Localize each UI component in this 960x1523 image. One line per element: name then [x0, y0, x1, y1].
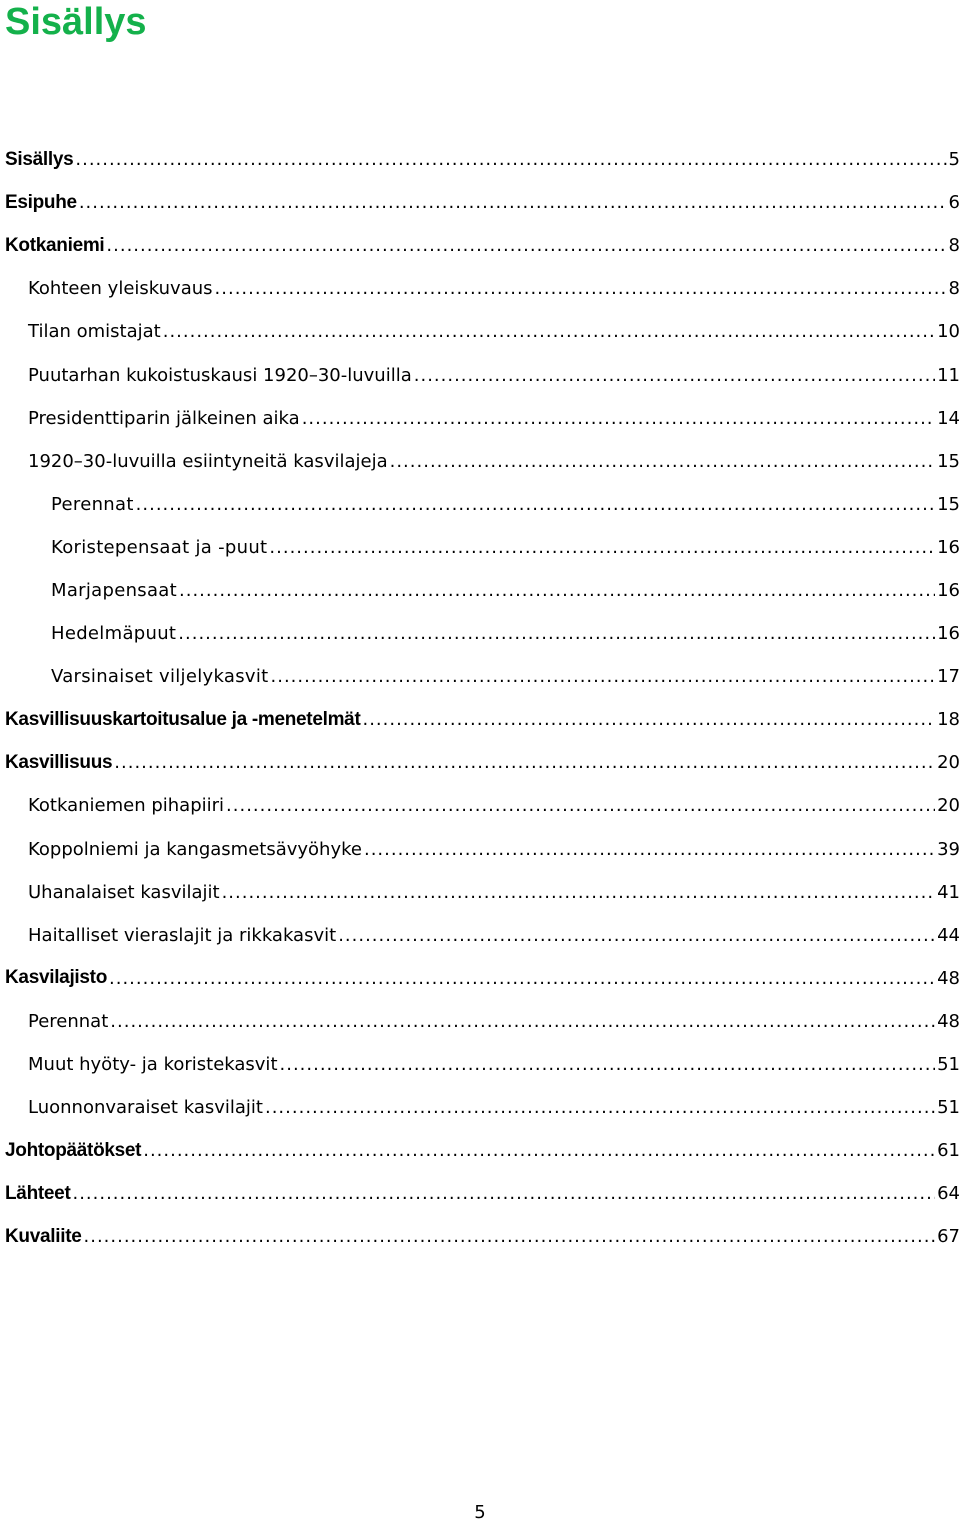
toc-entry-page[interactable]: 18 — [937, 709, 960, 731]
toc-entry-page[interactable]: 6 — [948, 192, 960, 214]
toc-dot-leader — [84, 1226, 936, 1247]
toc-entry-page[interactable]: 8 — [948, 235, 960, 257]
toc-entry-page[interactable]: 16 — [937, 579, 960, 601]
toc-entry-title[interactable]: Kotkaniemi — [5, 234, 105, 256]
toc-entry[interactable] — [5, 569, 960, 612]
toc-dot-leader — [110, 1011, 935, 1032]
toc-entry-page[interactable]: 41 — [937, 881, 960, 903]
toc-entry-title[interactable]: Varsinaiset viljelykasvit — [51, 666, 269, 688]
toc-entry[interactable] — [5, 440, 960, 483]
toc-entry-page[interactable]: 67 — [937, 1226, 960, 1248]
toc-entry[interactable] — [5, 1043, 960, 1086]
toc-dot-leader — [215, 278, 947, 299]
toc-entry[interactable] — [5, 612, 960, 655]
toc-entry[interactable] — [5, 914, 960, 957]
toc-dot-leader — [280, 1054, 936, 1075]
toc-entry-page[interactable]: 16 — [937, 536, 960, 558]
page-title: Sisällys — [5, 1, 147, 43]
toc-dot-leader — [143, 1140, 935, 1161]
toc-entry-title[interactable]: Perennat — [51, 493, 134, 515]
toc-entry-title[interactable]: Presidenttiparin jälkeinen aika — [28, 407, 300, 429]
toc-entry[interactable] — [5, 655, 960, 698]
toc-entry[interactable] — [5, 1129, 960, 1172]
toc-entry-page[interactable]: 61 — [937, 1140, 960, 1162]
toc-dot-leader — [338, 925, 935, 946]
toc-dot-leader — [79, 192, 947, 213]
toc-entry-title[interactable]: Perennat — [28, 1010, 109, 1032]
toc-dot-leader — [362, 709, 935, 730]
toc-entry-title[interactable]: Esipuhe — [5, 191, 77, 213]
toc-dot-leader — [114, 752, 935, 773]
toc-dot-leader — [106, 235, 946, 256]
toc-entry[interactable] — [5, 828, 960, 871]
toc-dot-leader — [226, 795, 935, 816]
toc-entry-page[interactable]: 15 — [937, 450, 960, 472]
toc-dot-leader — [163, 321, 935, 342]
toc-entry-page[interactable]: 15 — [937, 493, 960, 515]
toc-entry-page[interactable]: 48 — [937, 1010, 960, 1032]
toc-dot-leader — [75, 149, 946, 170]
toc-entry[interactable] — [5, 741, 960, 784]
toc-dot-leader — [136, 494, 935, 515]
toc-entry[interactable] — [5, 1086, 960, 1129]
toc-entry-title[interactable]: Uhanalaiset kasvilajit — [28, 881, 220, 903]
toc-entry-page[interactable]: 48 — [937, 967, 960, 989]
table-of-contents — [5, 138, 960, 1258]
toc-entry-title[interactable]: Kohteen yleiskuvaus — [28, 278, 213, 300]
toc-dot-leader — [72, 1183, 935, 1204]
toc-entry[interactable] — [5, 784, 960, 827]
toc-entry-page[interactable]: 64 — [937, 1183, 960, 1205]
toc-entry-title[interactable]: Koristepensaat ja -puut — [51, 536, 268, 558]
toc-entry-page[interactable]: 5 — [948, 149, 960, 171]
toc-entry-title[interactable]: 1920–30-luvuilla esiintyneitä kasvilajeja — [28, 450, 388, 472]
toc-dot-leader — [109, 968, 935, 989]
toc-entry-page[interactable]: 20 — [937, 752, 960, 774]
toc-dot-leader — [179, 580, 935, 601]
toc-entry[interactable] — [5, 957, 960, 1000]
toc-entry-page[interactable]: 14 — [937, 407, 960, 429]
toc-entry-page[interactable]: 51 — [937, 1054, 960, 1076]
toc-entry-title[interactable]: Koppolniemi ja kangasmetsävyöhyke — [28, 838, 362, 860]
toc-entry[interactable] — [5, 483, 960, 526]
toc-entry-title[interactable]: Kotkaniemen pihapiiri — [28, 795, 225, 817]
toc-entry-page[interactable]: 8 — [948, 278, 960, 300]
toc-entry-page[interactable]: 44 — [937, 924, 960, 946]
toc-entry-title[interactable]: Luonnonvaraiset kasvilajit — [28, 1097, 263, 1119]
toc-entry-title[interactable]: Puutarhan kukoistuskausi 1920–30-luvuilla — [28, 364, 412, 386]
page-number: 5 — [474, 1502, 486, 1523]
toc-entry-page[interactable]: 39 — [937, 838, 960, 860]
toc-entry[interactable] — [5, 267, 960, 310]
toc-entry-title[interactable]: Sisällys — [5, 148, 74, 170]
toc-dot-leader — [265, 1097, 935, 1118]
toc-entry[interactable] — [5, 353, 960, 396]
toc-entry[interactable] — [5, 1215, 960, 1258]
toc-entry[interactable] — [5, 526, 960, 569]
toc-dot-leader — [390, 451, 935, 472]
toc-dot-leader — [222, 882, 936, 903]
toc-entry[interactable] — [5, 698, 960, 741]
toc-entry[interactable] — [5, 224, 960, 267]
toc-entry[interactable] — [5, 1000, 960, 1043]
toc-entry[interactable] — [5, 138, 960, 181]
toc-dot-leader — [178, 623, 935, 644]
toc-entry-title[interactable]: Lähteet — [5, 1182, 71, 1204]
toc-entry-page[interactable]: 17 — [937, 666, 960, 688]
toc-entry-title[interactable]: Hedelmäpuut — [51, 623, 177, 645]
toc-entry-page[interactable]: 20 — [937, 795, 960, 817]
toc-entry[interactable] — [5, 397, 960, 440]
toc-dot-leader — [414, 365, 935, 386]
toc-dot-leader — [302, 408, 935, 429]
toc-entry[interactable] — [5, 1172, 960, 1215]
toc-entry-title[interactable]: Kasvilajisto — [5, 967, 108, 989]
toc-entry-page[interactable]: 10 — [937, 321, 960, 343]
toc-entry-title[interactable]: Kasvillisuuskartoitusalue ja -menetelmät — [5, 708, 361, 730]
toc-entry[interactable] — [5, 871, 960, 914]
toc-entry[interactable] — [5, 310, 960, 353]
toc-dot-leader — [269, 537, 935, 558]
toc-entry[interactable] — [5, 181, 960, 224]
toc-dot-leader — [364, 839, 935, 860]
toc-entry-page[interactable]: 16 — [937, 623, 960, 645]
toc-entry-title[interactable]: Kasvillisuus — [5, 751, 113, 773]
toc-entry-title[interactable]: Kuvaliite — [5, 1225, 82, 1247]
toc-entry-title[interactable]: Tilan omistajat — [28, 321, 161, 343]
toc-entry-title[interactable]: Haitalliset vieraslajit ja rikkakasvit — [28, 924, 337, 946]
toc-dot-leader — [271, 666, 936, 687]
toc-entry-page[interactable]: 11 — [937, 364, 960, 386]
toc-entry-page[interactable]: 51 — [937, 1097, 960, 1119]
toc-entry-title[interactable]: Marjapensaat — [51, 579, 177, 601]
toc-entry-title[interactable]: Muut hyöty- ja koristekasvit — [28, 1054, 278, 1076]
toc-entry-title[interactable]: Johtopäätökset — [5, 1139, 142, 1161]
